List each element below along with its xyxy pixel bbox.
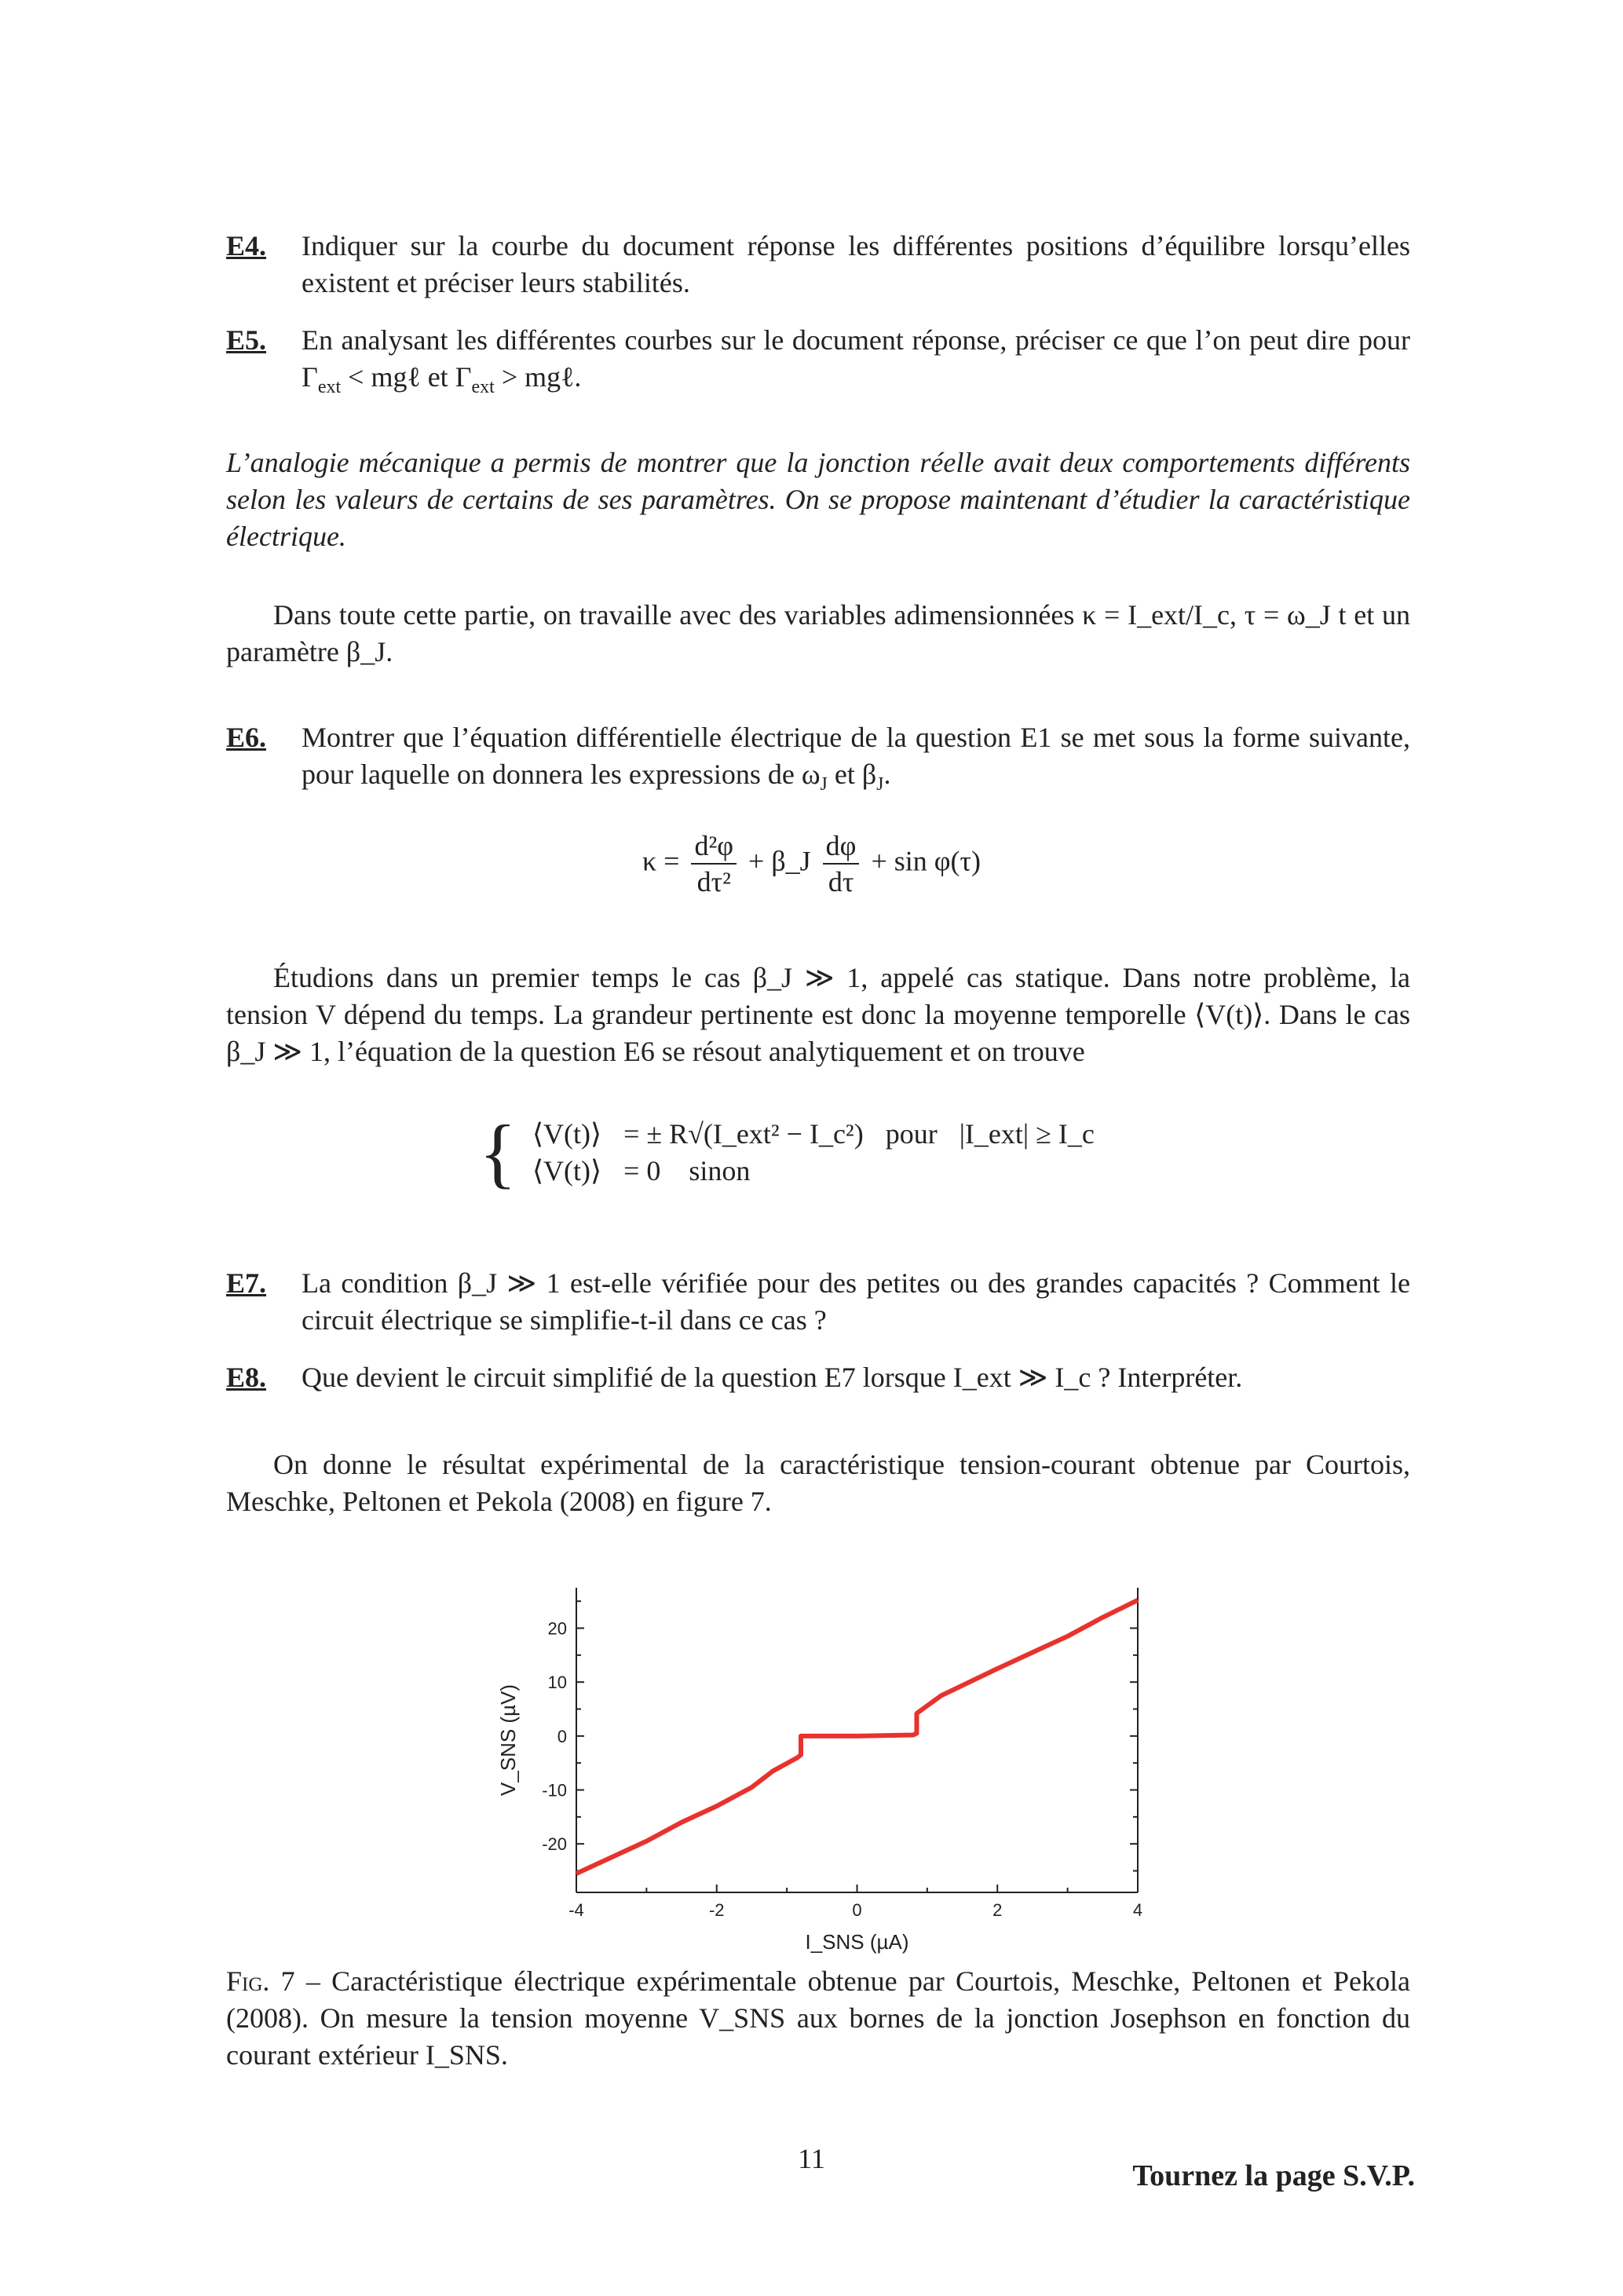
rhs: = ± R√(I_ext² − I_c²) <box>623 1118 864 1150</box>
condition: |I_ext| ≥ I_c <box>959 1118 1095 1150</box>
denominator: dτ² <box>696 866 731 898</box>
question-text: Que devient le circuit simplifié de la question E7 lorsque I_ext ≫ I_c ? Interpréter. <box>302 1362 1243 1393</box>
x-tick-label: 0 <box>852 1900 862 1920</box>
x-tick-label: 4 <box>1132 1900 1143 1920</box>
text: et β <box>827 759 877 790</box>
denominator: dτ <box>828 866 854 898</box>
y-tick-label: -10 <box>542 1780 567 1801</box>
equation-e6 <box>0 828 1623 899</box>
question-number: E6. <box>226 722 267 753</box>
footer-note: Tournez la page S.V.P. <box>1132 2159 1415 2192</box>
eq-rhs: + sin φ(τ) <box>871 845 981 877</box>
question-e4 <box>226 228 1410 302</box>
equation-system <box>479 1109 1106 1196</box>
variables-paragraph: Dans toute cette partie, on travaille avec des variables adimensionnées κ = I_ext/I_c, τ = ω_J t et un paramètre β_J. <box>226 599 1410 667</box>
numerator: dφ <box>823 828 860 865</box>
chart-axes <box>542 1588 1142 1920</box>
eq-lhs: κ = <box>642 845 680 877</box>
page-number: 11 <box>798 2143 825 2174</box>
system-row <box>521 1153 1106 1190</box>
text: Montrer que l’équation différentielle électrique de la question E1 se met sous la forme suivante, pour laquelle on donnera les expressions de ω <box>302 722 1410 790</box>
word: pour <box>885 1118 938 1150</box>
text: . <box>883 759 891 790</box>
y-tick-label: -20 <box>542 1834 567 1855</box>
question-e6 <box>226 719 1410 793</box>
lhs: ⟨V(t)⟩ <box>532 1155 602 1186</box>
question-e7 <box>226 1265 1410 1339</box>
eq-mid: + β_J <box>748 845 811 877</box>
text: > mgℓ. <box>494 361 582 393</box>
question-e8 <box>226 1359 1410 1396</box>
y-axis-label: V_SNS (µV) <box>496 1684 520 1797</box>
question-text <box>302 322 1410 396</box>
figure-7-chart <box>471 1570 1178 1954</box>
x-tick-label: -4 <box>568 1900 584 1920</box>
question-text: Indiquer sur la courbe du document réponse les différentes positions d’équilibre lorsqu’elles existent et préciser leurs stabilités. <box>302 230 1410 298</box>
question-e5 <box>226 322 1410 396</box>
sub: J <box>820 774 828 795</box>
lhs: ⟨V(t)⟩ <box>532 1118 602 1150</box>
y-tick-label: 0 <box>557 1726 567 1746</box>
word: sinon <box>689 1155 751 1186</box>
brace-icon: { <box>479 1109 517 1196</box>
question-number: E7. <box>226 1267 267 1299</box>
x-tick-label: 2 <box>992 1900 1003 1920</box>
figure-caption <box>226 1963 1410 2074</box>
x-tick-label: -2 <box>708 1900 725 1920</box>
fraction <box>823 828 860 899</box>
caption-text: – Caractéristique électrique expérimentale obtenue par Courtois, Meschke, Peltonen et Pekola (2008). On mesure la tension moyenne V_SNS aux bornes de la jonction Josephson en fonction du courant extérieur I_SNS. <box>226 1965 1410 2071</box>
series-line <box>576 1600 1138 1874</box>
text: En analysant les différentes courbes sur le document réponse, préciser ce que l’on peut dire pour Γ <box>302 324 1410 393</box>
y-tick-label: 10 <box>547 1673 567 1693</box>
sub: J <box>876 774 884 795</box>
x-axis-label: I_SNS (µA) <box>805 1930 909 1954</box>
sub: ext <box>317 377 342 398</box>
system-row <box>521 1116 1106 1153</box>
question-number: E8. <box>226 1362 267 1393</box>
y-tick-label: 20 <box>547 1618 567 1639</box>
question-number: E4. <box>226 230 267 261</box>
question-text: La condition β_J ≫ 1 est-elle vérifiée pour des petites ou des grandes capacités ? Comment le circuit électrique se simplifie-t-il dans ce cas ? <box>302 1267 1410 1336</box>
text: < mgℓ et Γ <box>341 361 472 393</box>
rhs: = 0 <box>623 1155 661 1186</box>
question-number: E5. <box>226 324 267 356</box>
caption-label: Fig. 7 <box>226 1965 295 1997</box>
sub: ext <box>471 377 495 398</box>
question-text <box>302 719 1410 793</box>
numerator: d²φ <box>691 828 737 865</box>
on-donne-paragraph: On donne le résultat expérimental de la caractéristique tension-courant obtenue par Courtois, Meschke, Peltonen et Pekola (2008) en figure 7. <box>226 1449 1410 1517</box>
etudions-paragraph: Étudions dans un premier temps le cas β_J ≫ 1, appelé cas statique. Dans notre problème, la tension V dépend du temps. La grandeur pertinente est donc la moyenne temporelle ⟨V(t)⟩. Dans le cas β_J ≫ 1, l’équation de la question E6 se résout analytiquement et on trouve <box>226 962 1410 1067</box>
fraction <box>691 828 737 899</box>
italic-paragraph: L’analogie mécanique a permis de montrer que la jonction réelle avait deux comportements différents selon les valeurs de certains de ses paramètres. On se propose maintenant d’étudier la caractéristique électrique. <box>226 447 1410 552</box>
